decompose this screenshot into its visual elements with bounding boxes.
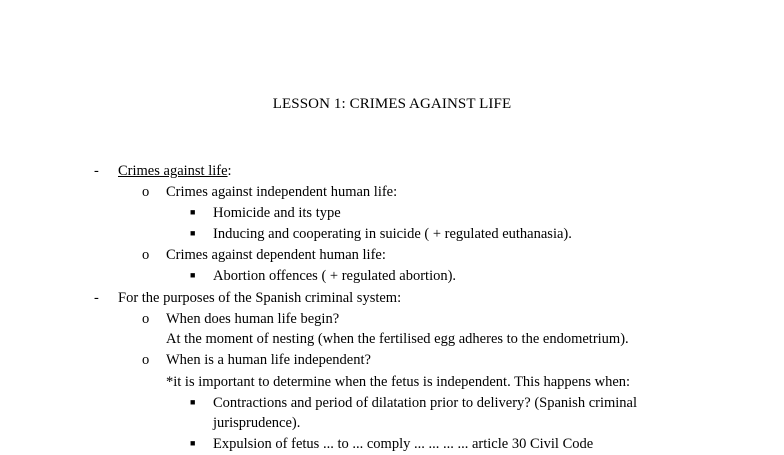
square-bullet: ■ — [190, 207, 196, 217]
list-item-continuation: At the moment of nesting (when the fertilised egg adheres to the endometrium). — [166, 331, 629, 347]
circle-bullet: o — [142, 247, 150, 263]
list-item-continuation: jurisprudence). — [213, 415, 301, 431]
list-item: Inducing and cooperating in suicide ( + regulated euthanasia). — [213, 226, 572, 242]
circle-bullet: o — [142, 184, 150, 200]
list-item: Expulsion of fetus ... to ... comply ... ... ... ... article 30 Civil Code — [213, 436, 594, 452]
list-item-heading: Crimes against life — [118, 163, 228, 179]
list-item: When is a human life independent? — [166, 352, 371, 368]
list-item: Abortion offences ( + regulated abortion). — [213, 268, 457, 284]
list-item-continuation: *it is important to determine when the fetus is independent. This happens when: — [166, 374, 631, 390]
circle-bullet: o — [142, 352, 150, 368]
dash-bullet: - — [94, 163, 99, 179]
list-item: When does human life begin? — [166, 311, 340, 327]
square-bullet: ■ — [190, 270, 196, 280]
square-bullet: ■ — [190, 438, 196, 448]
list-item: Contractions and period of dilatation prior to delivery? (Spanish criminal — [213, 395, 638, 411]
dash-bullet: - — [94, 290, 99, 306]
list-item: Homicide and its type — [213, 205, 341, 221]
list-item: Crimes against dependent human life: — [166, 247, 386, 263]
list-item — [118, 161, 232, 181]
circle-bullet: o — [142, 311, 150, 327]
list-item: For the purposes of the Spanish criminal system: — [118, 290, 402, 306]
page-title: LESSON 1: CRIMES AGAINST LIFE — [272, 96, 512, 112]
list-item-suffix: : — [227, 163, 232, 179]
list-item: Crimes against independent human life: — [166, 184, 398, 200]
square-bullet: ■ — [190, 228, 196, 238]
square-bullet: ■ — [190, 397, 196, 407]
